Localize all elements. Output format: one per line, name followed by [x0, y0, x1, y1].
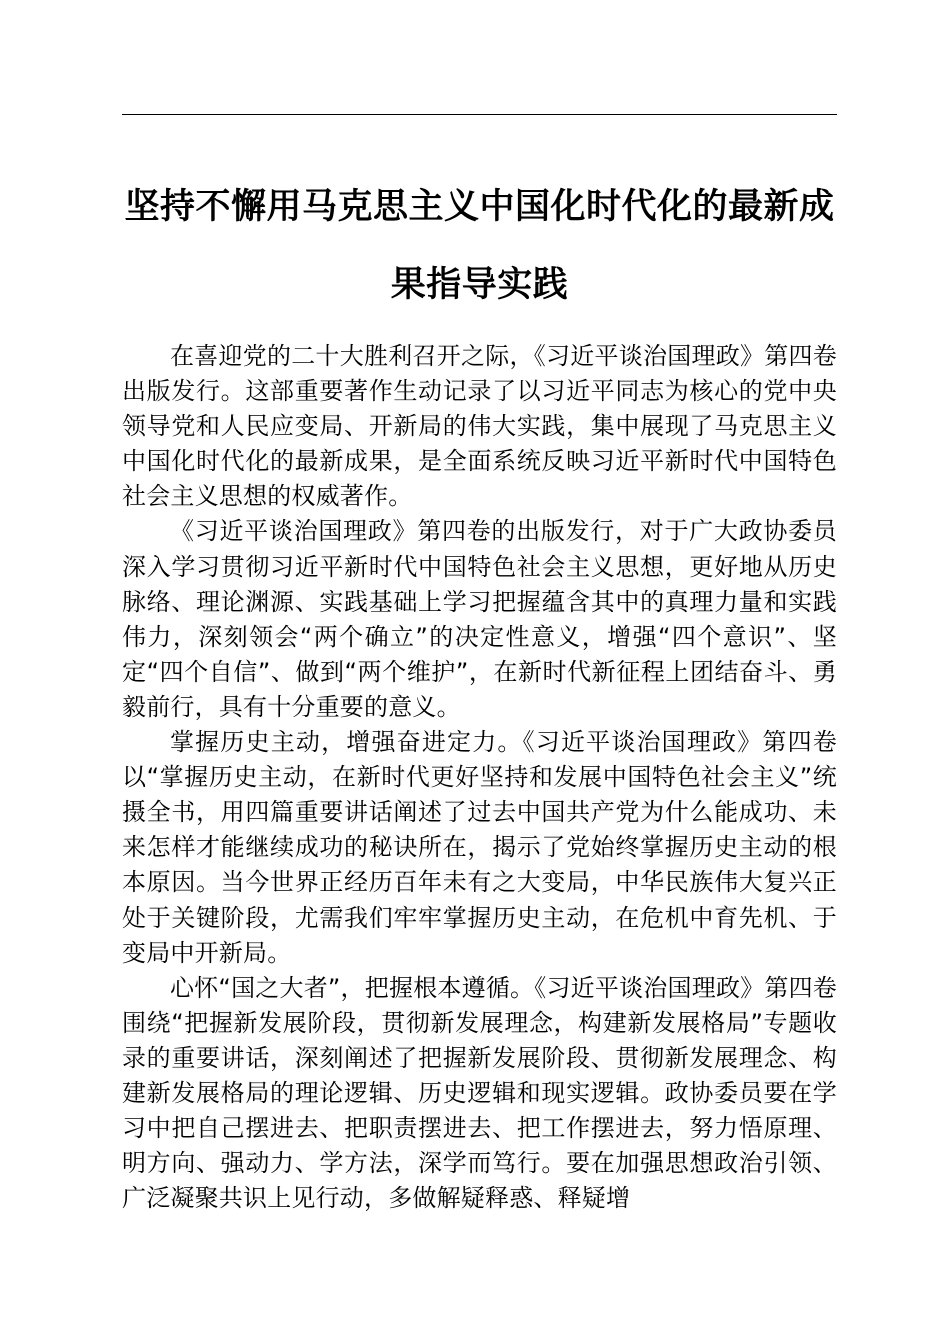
- paragraph-1: 在喜迎党的二十大胜利召开之际，《习近平谈治国理政》第四卷出版发行。这部重要著作生动记录了以习近平同志为核心的党中央领导党和人民应变局、开新局的伟大实践，集中展现了马克思主义中国化时代化的最新成果，是全面系统反映习近平新时代中国特色社会主义思想的权威著作。: [122, 342, 837, 511]
- document-title: 坚持不懈用马克思主义中国化时代化的最新成果指导实践: [124, 187, 835, 305]
- header-rule: [122, 114, 837, 115]
- paragraph-3: 掌握历史主动，增强奋进定力。《习近平谈治国理政》第四卷以“掌握历史主动，在新时代更好坚持和发展中国特色社会主义”统摄全书，用四篇重要讲话阐述了过去中国共产党为什么能成功、未来怎样才能继续成功的秘诀所在，揭示了党始终掌握历史主动的根本原因。当今世界正经历百年未有之大变局，中华民族伟大复兴正处于关键阶段，尤需我们牢牢掌握历史主动，在危机中育先机、于变局中开新局。: [122, 728, 837, 967]
- paragraph-4: 心怀“国之大者”，把握根本遵循。《习近平谈治国理政》第四卷围绕“把握新发展阶段，贯彻新发展理念，构建新发展格局”专题收录的重要讲话，深刻阐述了把握新发展阶段、贯彻新发展理念、构建新发展格局的理论逻辑、历史逻辑和现实逻辑。政协委员要在学习中把自己摆进去、把职责摆进去、把工作摆进去，努力悟原理、明方向、强动力、学方法，深学而笃行。要在加强思想政治引领、广泛凝聚共识上见行动，多做解疑释惑、释疑增: [122, 973, 837, 1213]
- document-body: [122, 339, 837, 1216]
- paragraph-2: 《习近平谈治国理政》第四卷的出版发行，对于广大政协委员深入学习贯彻习近平新时代中国特色社会主义思想，更好地从历史脉络、理论渊源、实践基础上学习把握蕴含其中的真理力量和实践伟力，深刻领会“两个确立”的决定性意义，增强“四个意识”、坚定“四个自信”、做到“两个维护”，在新时代新征程上团结奋斗、勇毅前行，具有十分重要的意义。: [122, 517, 837, 721]
